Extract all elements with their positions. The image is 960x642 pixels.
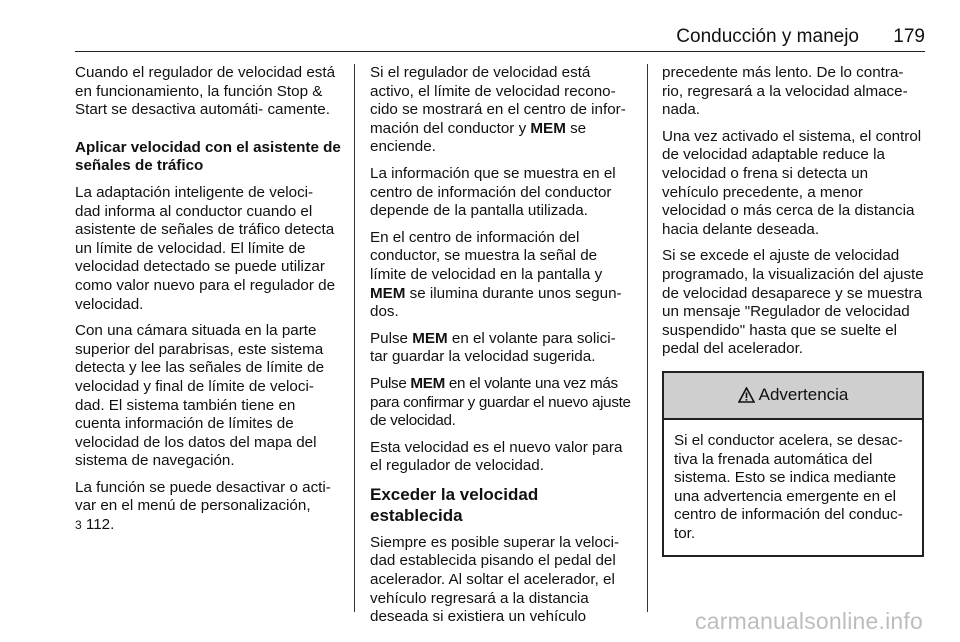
page-ref-arrow-icon: 3	[75, 518, 82, 533]
paragraph-text: se ilumina durante unos segun- dos.	[370, 284, 622, 321]
watermark: carmanualsonline.info	[695, 608, 923, 634]
column-1	[75, 64, 341, 543]
paragraph: Cuando el regulador de velocidad está en funcionamiento, la función Stop & Start se desactiva automáti- camente.	[75, 64, 336, 119]
paragraph-text: en el volante una vez más para confirmar y guardar el nuevo ajuste de velocidad.	[370, 374, 631, 430]
paragraph-text: Si el regulador de velocidad está activo, el límite de velocidad recono- cido se mostrará en el centro de infor- mación del conductor y	[370, 64, 626, 137]
paragraph-text: En el centro de información del conductor, se muestra la señal de límite de velocidad en la pantalla y	[370, 228, 603, 283]
paragraph: Una vez activado el sistema, el control de velocidad adaptable reduce la velocidad o frena si detecta un vehículo precedente, a menor velocidad o más cerca de la distancia hacia delante deseada.	[662, 127, 922, 238]
paragraph: Con una cámara situada en la parte superior del parabrisas, este sistema detecta y lee las señales de límite de velocidad y final de límite de veloci- dad. El sistema también tiene en cuenta información de límites de velocidad de los datos del mapa del sistema de navegación.	[75, 322, 325, 470]
mem-label: MEM	[410, 374, 445, 392]
paragraph: Esta velocidad es el nuevo valor para el regulador de velocidad.	[370, 438, 623, 475]
paragraph-text: en el volante para solici- tar guardar la velocidad sugerida.	[370, 329, 616, 366]
paragraph	[370, 64, 632, 157]
paragraph-text: La función se puede desactivar o acti- var en el menú de personalización,	[75, 478, 331, 515]
warning-box	[662, 371, 924, 558]
paragraph-text: Pulse	[370, 329, 413, 347]
paragraph: Siempre es posible superar la veloci- dad establecida pisando el pedal del acelerador. Al soltar el acelerador, el vehículo regresará a la distancia deseada si existiera un vehículo	[370, 533, 620, 626]
paragraph-text: Pulse	[370, 374, 411, 392]
column-3	[662, 64, 924, 557]
paragraph	[370, 330, 632, 367]
mem-label: MEM	[412, 329, 448, 347]
paragraph: precedente más lento. De lo contra- rio, regresará a la velocidad almace- nada.	[662, 64, 908, 119]
paragraph	[370, 229, 632, 322]
warning-body: Si el conductor acelera, se desac- tiva la frenada automática del sistema. Esto se indica mediante una advertencia emergente en el centro de información del conduc- tor.	[674, 431, 903, 542]
column-2	[370, 64, 632, 635]
warning-header	[664, 373, 922, 420]
column-divider-1	[354, 64, 355, 612]
paragraph-text: se enciende.	[370, 119, 587, 156]
page-number: 179	[893, 26, 925, 47]
warning-triangle-icon	[738, 387, 755, 403]
paragraph: La adaptación inteligente de veloci- dad informa al conductor cuando el asistente de señales de tráfico detecta un límite de velocidad. El límite de velocidad detectado se puede utilizar como valor nuevo para el regulador de velocidad.	[75, 183, 336, 313]
column-divider-2	[647, 64, 648, 612]
paragraph: La información que se muestra en el centro de información del conductor depende de la pantalla utilizada.	[370, 164, 616, 220]
warning-title: Advertencia	[758, 385, 849, 405]
mem-label: MEM	[530, 119, 566, 137]
subheading: Aplicar velocidad con el asistente de señales de tráfico	[75, 138, 341, 175]
paragraph: Si se excede el ajuste de velocidad programado, la visualización del ajuste de velocidad desaparece y se muestra un mensaje "Regulador de velocidad suspendido" hasta que se suelte el pedal del acelerador.	[662, 247, 924, 358]
chapter-title: Conducción y manejo	[676, 26, 859, 47]
page-header	[75, 24, 925, 52]
paragraph	[75, 479, 341, 535]
section-heading: Exceder la velocidad establecida	[370, 484, 539, 525]
paragraph	[370, 375, 632, 431]
mem-label: MEM	[370, 284, 406, 302]
page-ref-link[interactable]: 112.	[81, 516, 115, 534]
